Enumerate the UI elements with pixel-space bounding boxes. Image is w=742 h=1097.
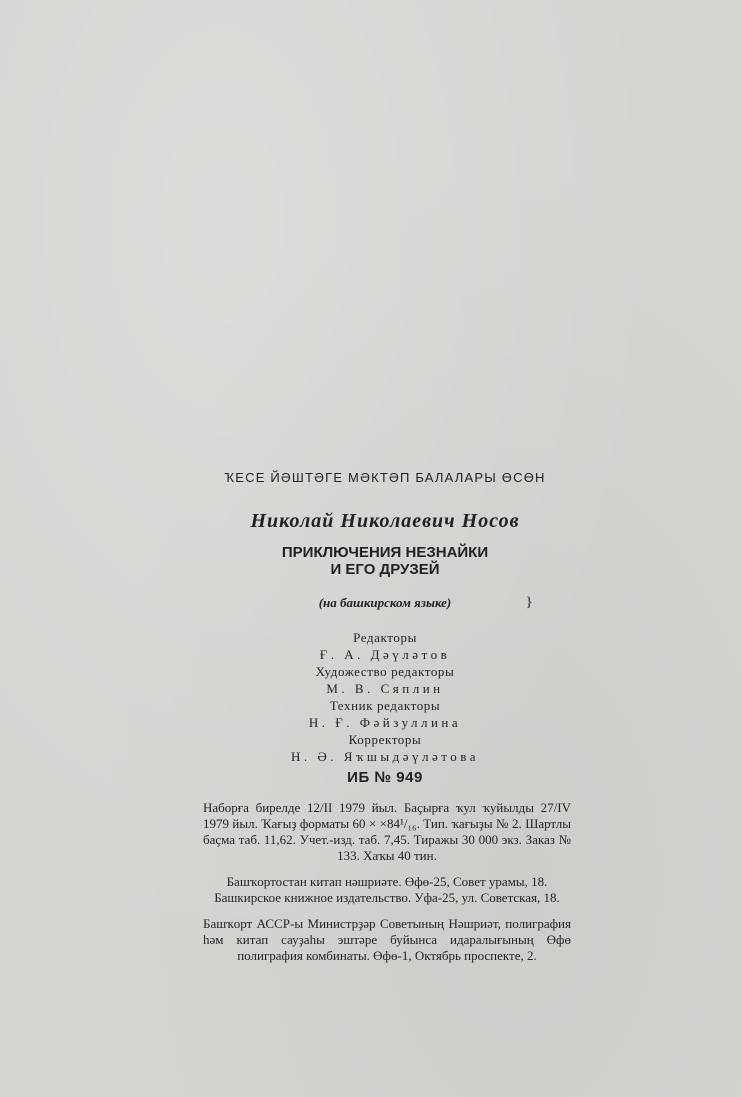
- credits: [190, 629, 580, 765]
- credit-role: Редакторы: [353, 630, 417, 645]
- handwritten-mark: }: [526, 595, 532, 610]
- language-note: (на башкирском языке): [318, 595, 452, 610]
- publisher-bashkir: Башҡортостан китап нәшриәте. Өфө-25, Совет урамы, 18.: [226, 874, 548, 889]
- ib-number: ИБ № 949: [347, 769, 423, 786]
- credit-person: М. В. Сяплин: [326, 681, 444, 696]
- print-details: Наборға бирелде 12/II 1979 йыл. Баҫырға ҡул ҡуйылды 27/IV 1979 йыл. Ҡағыҙ форматы 60 × ×84¹/₁₆. Тип. ҡағыҙы № 2. Шартлы баҫма таб. 11,62. Учет.-изд. таб. 7,45. Тиражы 30 000 экз. Заказ № 133. Хаҡы 40 тин.: [203, 800, 571, 863]
- publisher-russian: Башкирское книжное издательство. Уфа-25, ул. Советская, 18.: [214, 890, 560, 905]
- credit-role: Техник редакторы: [329, 698, 441, 713]
- book-title-line-2: И ЕГО ДРУЗЕЙ: [330, 561, 440, 578]
- language-note-line: [190, 594, 580, 612]
- book-title: [190, 544, 580, 578]
- author-name: Николай Николаевич Носов: [250, 510, 520, 532]
- credit-person: Ғ. А. Дәүләтов: [319, 647, 451, 662]
- series-line: ҠЕСЕ ЙӘШТӘГЕ МӘКТӘП БАЛАЛАРЫ ӨСӨН: [224, 470, 546, 485]
- credit-role: Корректоры: [348, 732, 422, 747]
- credit-person: Н. Ғ. Фәйзуллина: [308, 715, 462, 730]
- credit-person: Н. Ә. Яҡшыдәүләтова: [290, 749, 480, 764]
- printer-info: Башҡорт АССР-ы Министрҙәр Советының Нәшриәт, полиграфия һәм китап сауҙаһы эштәре буйынса идаралығының Өфө полиграфия комбинаты. Өфө-1, Октябрь проспекте, 2.: [203, 916, 571, 963]
- book-title-line-1: ПРИКЛЮЧЕНИЯ НЕЗНАЙКИ: [281, 544, 489, 561]
- technical-details: [203, 800, 571, 964]
- imprint-block: [190, 468, 580, 788]
- credit-role: Художество редакторы: [315, 664, 455, 679]
